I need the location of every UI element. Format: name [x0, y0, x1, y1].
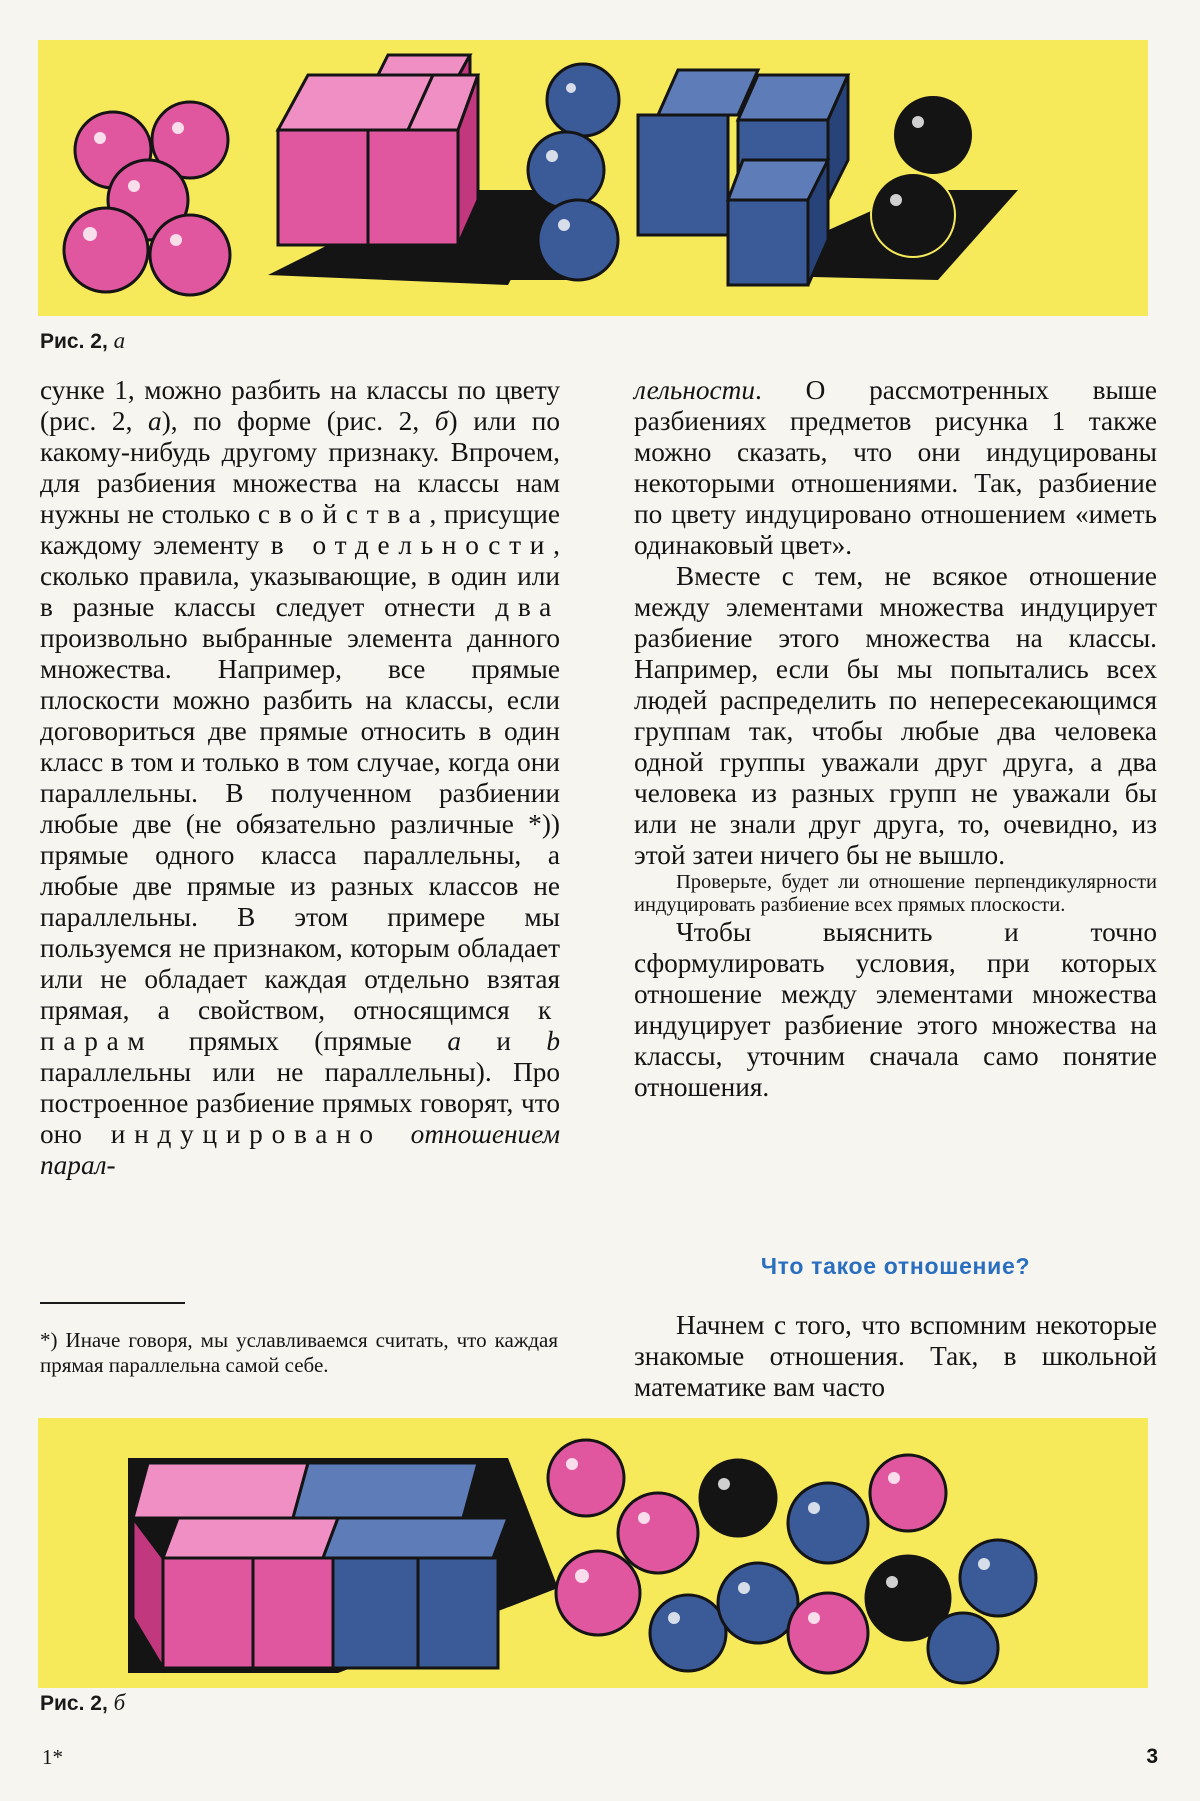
signature-mark: 1* [42, 1745, 63, 1769]
blue-cubes [638, 70, 848, 285]
section-paragraph: Начнем с того, что вспомним некоторые знакомые отношения. Так, в школьной математике вам часто [634, 1310, 1157, 1402]
left-column [40, 375, 560, 1181]
figure-2b-illustration [38, 1418, 1148, 1688]
caption-prefix: Рис. 2, [40, 1692, 108, 1715]
right-paragraph-2: Вместе с тем, не всякое отношение между элементами множества индуцирует разбиение этого множества на классы. Например, если бы мы попытались всех людей распределить по непересекающимся группам так, чтобы любые два человека одной группы уважали друг друга, а два человека из разных групп не уважали бы или не знали друг друга, то, очевидно, из этой затеи ничего бы не вышло. [634, 561, 1157, 870]
cube-block [133, 1463, 508, 1668]
section-text-block [634, 1310, 1157, 1403]
exercise-note: Проверьте, будет ли отношение перпендикулярности индуцировать разбиение всех прямых плоскости. [634, 871, 1157, 916]
footnote: *) Иначе говоря, мы уславливаемся считать, что каждая прямая параллельна самой себе. [40, 1328, 558, 1377]
figure-2b [38, 1418, 1148, 1688]
caption-prefix: Рис. 2, [40, 330, 108, 353]
footnote-divider [40, 1302, 185, 1304]
figure-2a-caption [40, 328, 125, 354]
section-heading: Что такое отношение? [760, 1253, 1031, 1279]
right-column [634, 375, 1157, 1103]
mixed-balls [548, 1440, 1036, 1683]
figure-2a [38, 40, 1148, 316]
right-paragraph-3: Чтобы выяснить и точно сформулировать условия, при которых отношение между элементами множества индуцирует разбиение этого множества на классы, уточним сначала само понятие отношения. [634, 917, 1157, 1102]
blue-balls [528, 64, 619, 280]
left-paragraph: сунке 1, можно разбить на классы по цвету (рис. 2, а), по форме (рис. 2, б) или по какому-нибудь другому признаку. Впрочем, для разбиения множества на классы нам нужны не столько свойства, присущие каждому элементу в отдельности, сколько правила, указывающие, в один или в разные классы следует отнести два произвольно выбранные элемента данного множества. Например, все прямые плоскости можно разбить на классы, если договориться две прямые относить в один класс в том и только в том случае, когда они параллельны. В полученном разбиении любые две (не обязательно различные *)) прямые одного класса параллельны, а любые две прямые из разных классов не параллельны. В этом примере мы пользуемся не признаком, которым обладает или не обладает каждая отдельно взятая прямая, а свойством, относящимся к парам прямых (прямые a и b параллельны или не параллельны). Про построенное разбиение прямых говорят, что оно индуцировано отношением парал- [40, 375, 560, 1180]
page-number: 3 [1146, 1745, 1158, 1768]
pink-balls [64, 102, 230, 295]
pink-cubes [278, 55, 478, 245]
right-paragraph-1: лельности. О рассмотренных выше разбиениях предметов рисунка 1 также можно сказать, что они индуцированы некоторыми отношениями. Так, разбиение по цвету индуцировано отношением «иметь одинаковый цвет». [634, 375, 1157, 560]
caption-letter: б [113, 1690, 126, 1715]
figure-2b-caption [40, 1690, 125, 1716]
figure-2a-illustration [38, 40, 1148, 316]
caption-letter: а [113, 328, 126, 353]
